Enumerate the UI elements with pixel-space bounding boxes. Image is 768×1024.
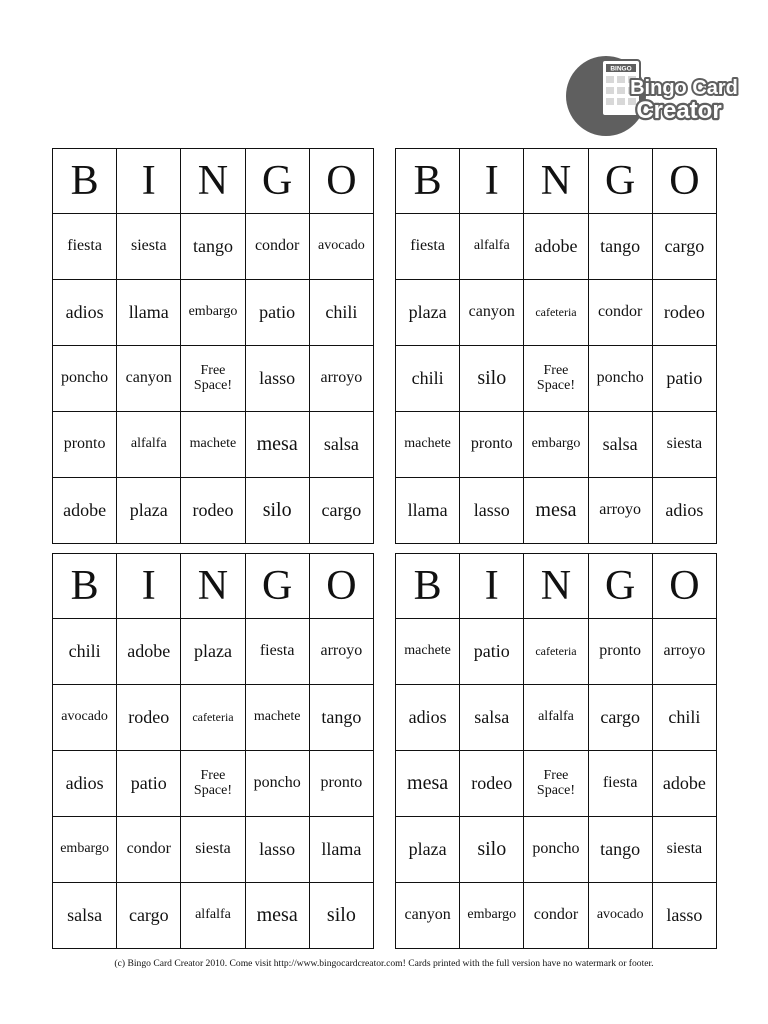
- word-cell: silo: [460, 817, 524, 883]
- card-row: [53, 883, 374, 949]
- header-letter: B: [53, 149, 117, 214]
- logo-badge: BINGO: [610, 65, 632, 73]
- word-cell: lasso: [245, 817, 309, 883]
- word-cell: patio: [652, 346, 716, 412]
- card-row: [53, 619, 374, 685]
- header-letter: O: [652, 554, 716, 619]
- card-row: [53, 817, 374, 883]
- word-cell: cafeteria: [524, 280, 588, 346]
- word-cell: silo: [309, 883, 373, 949]
- header-letter: I: [117, 149, 181, 214]
- word-cell: chili: [396, 346, 460, 412]
- word-cell: rodeo: [117, 685, 181, 751]
- word-cell: silo: [245, 478, 309, 544]
- free-space-cell: Free Space!: [524, 751, 588, 817]
- header-letter: I: [460, 149, 524, 214]
- word-cell: fiesta: [588, 751, 652, 817]
- word-cell: cafeteria: [524, 619, 588, 685]
- word-cell: cargo: [588, 685, 652, 751]
- header-letter: B: [396, 149, 460, 214]
- card-row: [396, 751, 717, 817]
- word-cell: lasso: [245, 346, 309, 412]
- word-cell: adios: [53, 280, 117, 346]
- free-space-cell: Free Space!: [181, 346, 245, 412]
- card-header-row: [53, 554, 374, 619]
- word-cell: fiesta: [53, 214, 117, 280]
- word-cell: poncho: [524, 817, 588, 883]
- card-row: [396, 346, 717, 412]
- word-cell: patio: [245, 280, 309, 346]
- word-cell: siesta: [652, 817, 716, 883]
- word-cell: cargo: [309, 478, 373, 544]
- word-cell: siesta: [652, 412, 716, 478]
- word-cell: silo: [460, 346, 524, 412]
- word-cell: adios: [396, 685, 460, 751]
- word-cell: rodeo: [652, 280, 716, 346]
- card-row: [53, 412, 374, 478]
- free-space-cell: Free Space!: [524, 346, 588, 412]
- word-cell: plaza: [181, 619, 245, 685]
- header-letter: N: [524, 149, 588, 214]
- card-row: [53, 346, 374, 412]
- word-cell: poncho: [53, 346, 117, 412]
- word-cell: plaza: [396, 817, 460, 883]
- word-cell: alfalfa: [117, 412, 181, 478]
- card-row: [396, 883, 717, 949]
- header-letter: G: [588, 554, 652, 619]
- word-cell: chili: [53, 619, 117, 685]
- word-cell: condor: [588, 280, 652, 346]
- word-cell: adobe: [117, 619, 181, 685]
- word-cell: adobe: [524, 214, 588, 280]
- header-letter: N: [524, 554, 588, 619]
- card-row: [396, 280, 717, 346]
- word-cell: machete: [181, 412, 245, 478]
- word-cell: plaza: [117, 478, 181, 544]
- word-cell: canyon: [117, 346, 181, 412]
- word-cell: condor: [117, 817, 181, 883]
- word-cell: tango: [588, 817, 652, 883]
- word-cell: patio: [117, 751, 181, 817]
- word-cell: siesta: [181, 817, 245, 883]
- word-cell: arroyo: [309, 619, 373, 685]
- word-cell: alfalfa: [181, 883, 245, 949]
- card-row: [396, 412, 717, 478]
- header-letter: G: [588, 149, 652, 214]
- bingo-card-creator-logo: [566, 46, 738, 138]
- word-cell: rodeo: [181, 478, 245, 544]
- bingo-card: [395, 553, 717, 949]
- word-cell: condor: [245, 214, 309, 280]
- word-cell: tango: [181, 214, 245, 280]
- word-cell: cafeteria: [181, 685, 245, 751]
- word-cell: pronto: [460, 412, 524, 478]
- card-row: [396, 817, 717, 883]
- word-cell: fiesta: [245, 619, 309, 685]
- card-row: [396, 478, 717, 544]
- word-cell: pronto: [53, 412, 117, 478]
- word-cell: mesa: [524, 478, 588, 544]
- card-row: [396, 619, 717, 685]
- header-letter: N: [181, 554, 245, 619]
- word-cell: chili: [309, 280, 373, 346]
- header-letter: O: [309, 554, 373, 619]
- page-footer: (c) Bingo Card Creator 2010. Come visit http://www.bingocardcreator.com! Cards printed with the full version have no watermark or footer.: [114, 958, 654, 969]
- word-cell: pronto: [588, 619, 652, 685]
- word-cell: tango: [309, 685, 373, 751]
- word-cell: mesa: [245, 412, 309, 478]
- word-cell: fiesta: [396, 214, 460, 280]
- bingo-card: [52, 553, 374, 949]
- word-cell: avocado: [53, 685, 117, 751]
- word-cell: adobe: [652, 751, 716, 817]
- card-header-row: [396, 554, 717, 619]
- word-cell: cargo: [652, 214, 716, 280]
- word-cell: salsa: [53, 883, 117, 949]
- header-letter: B: [396, 554, 460, 619]
- word-cell: mesa: [396, 751, 460, 817]
- word-cell: alfalfa: [460, 214, 524, 280]
- word-cell: canyon: [460, 280, 524, 346]
- word-cell: mesa: [245, 883, 309, 949]
- bingo-card: [395, 148, 717, 544]
- word-cell: poncho: [588, 346, 652, 412]
- word-cell: machete: [396, 619, 460, 685]
- header-letter: B: [53, 554, 117, 619]
- card-row: [396, 685, 717, 751]
- header-letter: G: [245, 149, 309, 214]
- word-cell: avocado: [309, 214, 373, 280]
- header-letter: I: [117, 554, 181, 619]
- word-cell: lasso: [460, 478, 524, 544]
- word-cell: arroyo: [588, 478, 652, 544]
- word-cell: poncho: [245, 751, 309, 817]
- card-header-row: [53, 149, 374, 214]
- word-cell: embargo: [181, 280, 245, 346]
- free-space-cell: Free Space!: [181, 751, 245, 817]
- word-cell: arroyo: [652, 619, 716, 685]
- word-cell: machete: [245, 685, 309, 751]
- word-cell: adobe: [53, 478, 117, 544]
- word-cell: llama: [309, 817, 373, 883]
- card-row: [53, 214, 374, 280]
- word-cell: cargo: [117, 883, 181, 949]
- word-cell: siesta: [117, 214, 181, 280]
- word-cell: salsa: [588, 412, 652, 478]
- word-cell: adios: [652, 478, 716, 544]
- word-cell: arroyo: [309, 346, 373, 412]
- header-letter: O: [652, 149, 716, 214]
- word-cell: embargo: [460, 883, 524, 949]
- word-cell: machete: [396, 412, 460, 478]
- header-letter: O: [309, 149, 373, 214]
- word-cell: plaza: [396, 280, 460, 346]
- word-cell: embargo: [524, 412, 588, 478]
- header-letter: G: [245, 554, 309, 619]
- word-cell: llama: [396, 478, 460, 544]
- header-letter: I: [460, 554, 524, 619]
- word-cell: llama: [117, 280, 181, 346]
- header-letter: N: [181, 149, 245, 214]
- card-row: [396, 214, 717, 280]
- word-cell: condor: [524, 883, 588, 949]
- word-cell: alfalfa: [524, 685, 588, 751]
- word-cell: tango: [588, 214, 652, 280]
- bingo-card: [52, 148, 374, 544]
- word-cell: avocado: [588, 883, 652, 949]
- word-cell: salsa: [460, 685, 524, 751]
- logo-title-line2: Creator: [636, 97, 722, 124]
- word-cell: lasso: [652, 883, 716, 949]
- word-cell: patio: [460, 619, 524, 685]
- word-cell: embargo: [53, 817, 117, 883]
- word-cell: salsa: [309, 412, 373, 478]
- word-cell: rodeo: [460, 751, 524, 817]
- word-cell: canyon: [396, 883, 460, 949]
- card-row: [53, 751, 374, 817]
- card-row: [53, 478, 374, 544]
- card-row: [53, 685, 374, 751]
- word-cell: adios: [53, 751, 117, 817]
- logo-title-line1: Bingo Card: [630, 77, 738, 99]
- card-header-row: [396, 149, 717, 214]
- word-cell: pronto: [309, 751, 373, 817]
- word-cell: chili: [652, 685, 716, 751]
- card-row: [53, 280, 374, 346]
